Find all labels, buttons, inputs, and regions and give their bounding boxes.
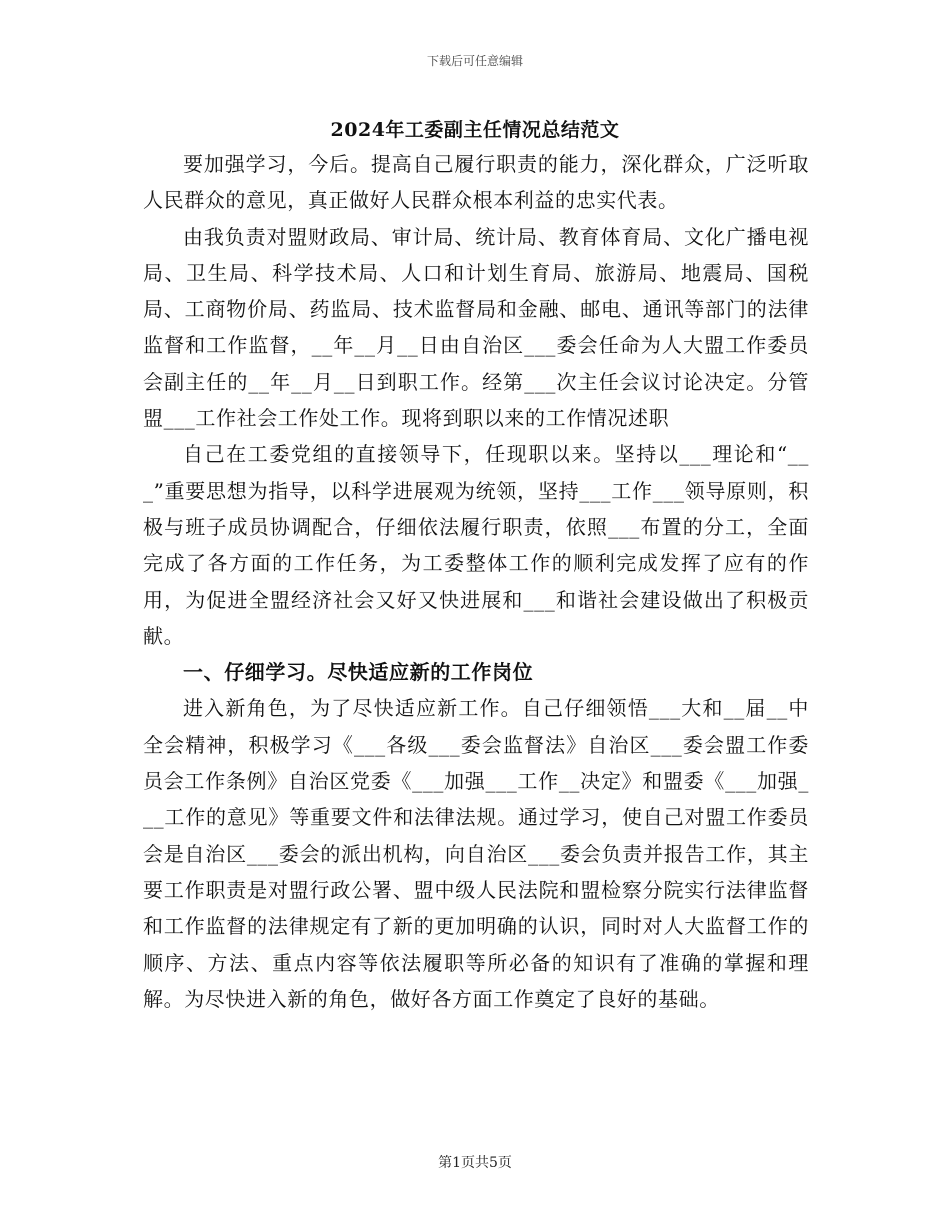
paragraph: 自己在工委党组的直接领导下，任现职以来。坚持以___理论和“___”重要思想为指导，以科学进展观为统领，坚持___工作___领导原则，积极与班子成员协调配合，仔细依法履行职责，依照___布置的分工，全面完成了各方面的工作任务，为工委整体工作的顺利完成发挥了应有的作用，为促进全盟经济社会又好又快进展和___和谐社会建设做出了积极贡献。 [143,442,809,648]
page-number: 第1页共5页 [438,1155,512,1171]
document-title: 2024年工委副主任情况总结范文 [330,119,620,141]
paragraph: 进入新角色，为了尽快适应新工作。自己仔细领悟___大和__届__中全会精神，积极学习《___各级___委会监督法》自治区___委会盟工作委员会工作条例》自治区党委《___加强___工作__决定》和盟委《___加强___工作的意见》等重要文件和法律法规。通过学习，使自己对盟工作委员会是自治区___委会的派出机构，向自治区___委会负责并报告工作，其主要工作职责是对盟行政公署、盟中级人民法院和盟检察分院实行法律监督和工作监督的法律规定有了新的更加明确的认识，同时对人大监督工作的顺序、方法、重点内容等依法履职等所必备的知识有了准确的掌握和理解。为尽快进入新的角色，做好各方面工作奠定了良好的基础。 [143,696,809,1011]
header-note: 下载后可任意编辑 [426,54,523,68]
document-body [143,146,809,1017]
section-heading: 一、仔细学习。尽快适应新的工作岗位 [183,660,534,685]
paragraph: 要加强学习，今后。提高自己履行职责的能力，深化群众，广泛听取人民群众的意见，真正做好人民群众根本利益的忠实代表。 [143,152,809,213]
paragraph: 由我负责对盟财政局、审计局、统计局、教育体育局、文化广播电视局、卫生局、科学技术局、人口和计划生育局、旅游局、地震局、国税局、工商物价局、药监局、技术监督局和金融、邮电、通讯等部门的法律监督和工作监督，__年__月__日由自治区___委会任命为人大盟工作委员会副主任的__年__月__日到职工作。经第___次主任会议讨论决定。分管盟___工作社会工作处工作。现将到职以来的工作情况述职 [143,224,809,431]
